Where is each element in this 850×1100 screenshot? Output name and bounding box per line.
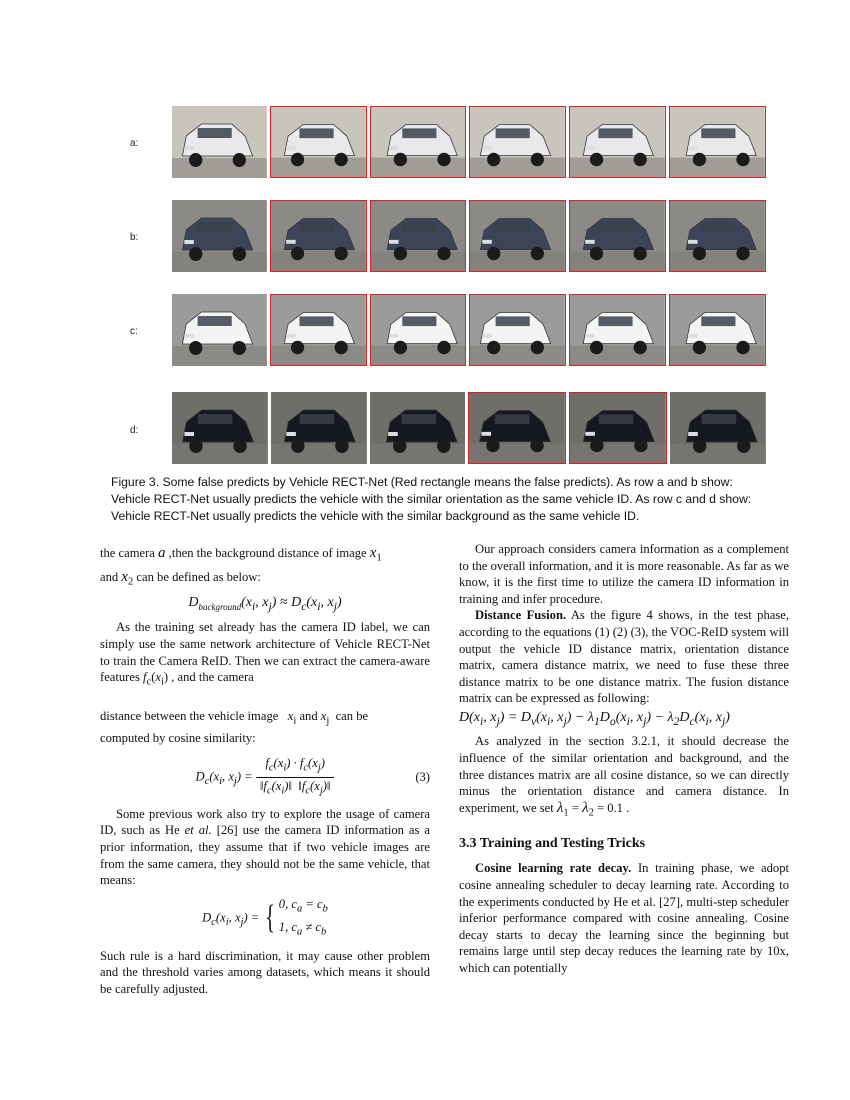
false-predict-image — [270, 294, 367, 366]
false-predict-image — [468, 392, 566, 464]
camera-distance-equation: $D_c(x_i$, $x_j$) = $\frac{f_c(x_i) \cdot f_c(x_j)}{‖f_c(x_i)‖ ‖f_c(x_j)‖}$ (3) — [195, 755, 430, 797]
image-row-d — [172, 392, 766, 464]
image-row-b — [172, 200, 766, 272]
right-paragraph-1: Our approach considers camera information as a complement to the overall information, and it is more reasonable. As far as we know, it is the first time to utilize the camera ID information in training and infer procedure. — [459, 542, 789, 606]
right-paragraph-4: Cosine learning rate decay. In training phase, we adopt cosine annealing scheduler to decay learning rate. According to the experiments conducted by He et al. [27], multi-step scheduler inferior performance compared with cosine annealing. Cosine decay starts to decay the learning since the beginning but remains large until step decay reduces the learning rate by 10x, which can potentially — [459, 861, 789, 975]
query-image — [271, 392, 367, 464]
left-paragraph-3: Some previous work also try to explore the usage of camera ID, such as He et al. [26] use the camera ID information as a prior information, they assume that if two vehicle images are from the same camera, they should not be the same vehicle, that means: — [100, 806, 430, 888]
query-image — [370, 392, 466, 464]
false-predict-image — [270, 106, 367, 178]
image-row-c — [172, 294, 766, 366]
false-predict-image — [469, 200, 566, 272]
right-column — [459, 541, 789, 977]
false-predict-image — [569, 106, 666, 178]
query-image — [670, 392, 766, 464]
left-paragraph-4: Such rule is a hard discrimination, it may cause other problem and the threshold varies among datasets, which means it should be carefully adjusted. — [100, 948, 430, 997]
distance-fusion-heading: Distance Fusion. — [475, 608, 567, 623]
query-image — [172, 200, 267, 272]
right-paragraph-3: As analyzed in the section 3.2.1, it should decrease the influence of the similar orientation and background, and the three distances matrix are all cosine distance, so we can directly minus the orientation distance and camera distance. In experiment, we set $\lambda_1 = \lambda_2 = 0.1$ . — [459, 734, 789, 819]
false-predict-image — [569, 392, 667, 464]
row-label-a: a: — [130, 138, 139, 149]
false-predict-image — [569, 200, 666, 272]
query-image — [172, 106, 267, 178]
left-paragraph-1: the camera a ,then the background distance of image $x_1$ and $x_2$ can be defined as below: — [100, 545, 382, 588]
false-predict-image — [669, 200, 766, 272]
false-predict-image — [370, 294, 467, 366]
false-predict-image — [669, 106, 766, 178]
row-label-b: b: — [130, 232, 139, 243]
image-row-a — [172, 106, 766, 178]
section-3-3-heading: 3.3 Training and Testing Tricks — [459, 835, 646, 851]
row-label-c: c: — [130, 326, 138, 337]
query-image — [172, 392, 268, 464]
camera-prior-equation: $D_c(x_i$, $x_j$) = { 0, $c_a = c_b$ 1, $c_a \ne c_b$ — [202, 896, 328, 938]
figure-caption: Figure 3. Some false predicts by Vehicle RECT-Net (Red rectangle means the false predicts). As row a and b show: Vehicle RECT-Net usually predicts the vehicle with the similar orientation as the same vehicle ID. As row c and d show: Vehicle RECT-Net usually predicts the vehicle with the similar background as the same vehicle ID. — [111, 475, 752, 523]
false-predict-image — [270, 200, 367, 272]
false-predict-image — [569, 294, 666, 366]
false-predict-image — [370, 200, 467, 272]
fusion-equation: $D(x_i$, $x_j) = D_v(x_i$, $x_j) - \lambda_1D_o(x_i$, $x_j) - \lambda_2D_c(x_i$, $x_j$) — [459, 709, 730, 728]
false-predict-image — [370, 106, 467, 178]
background-distance-equation: $D_{background}(x_i$, $x_j) \approx D_c(x_i$, $x_j$) — [188, 595, 342, 613]
false-predict-image — [669, 294, 766, 366]
row-label-d: d: — [130, 425, 139, 436]
right-paragraph-2: Distance Fusion. As the figure 4 shows, in the test phase, according to the equations (1) (2) (3), the VOC-ReID system will output the vehicle ID distance matrix, orientation distance matrix, camera distance matrix, we need to fuse these three distance matrix to be one distance matrix. The fusion distance matrix can be expressed as following: — [459, 608, 789, 706]
false-predict-image — [469, 106, 566, 178]
equation-number-3: (3) — [415, 769, 430, 784]
cosine-lr-heading: Cosine learning rate decay. — [475, 861, 632, 876]
left-paragraph-2: As the training set already has the camera ID label, we can simply use the same network architecture of Vehicle RECT-Net to train the Camera ReID. Then we can extract the camera-aware features $f_c(x_i)$ , and the camera distance between the vehicle image $x_i$ and $x_j$ can be computed by cosine similarity: — [100, 620, 430, 746]
false-predict-image — [469, 294, 566, 366]
query-image — [172, 294, 267, 366]
left-column — [100, 544, 430, 998]
